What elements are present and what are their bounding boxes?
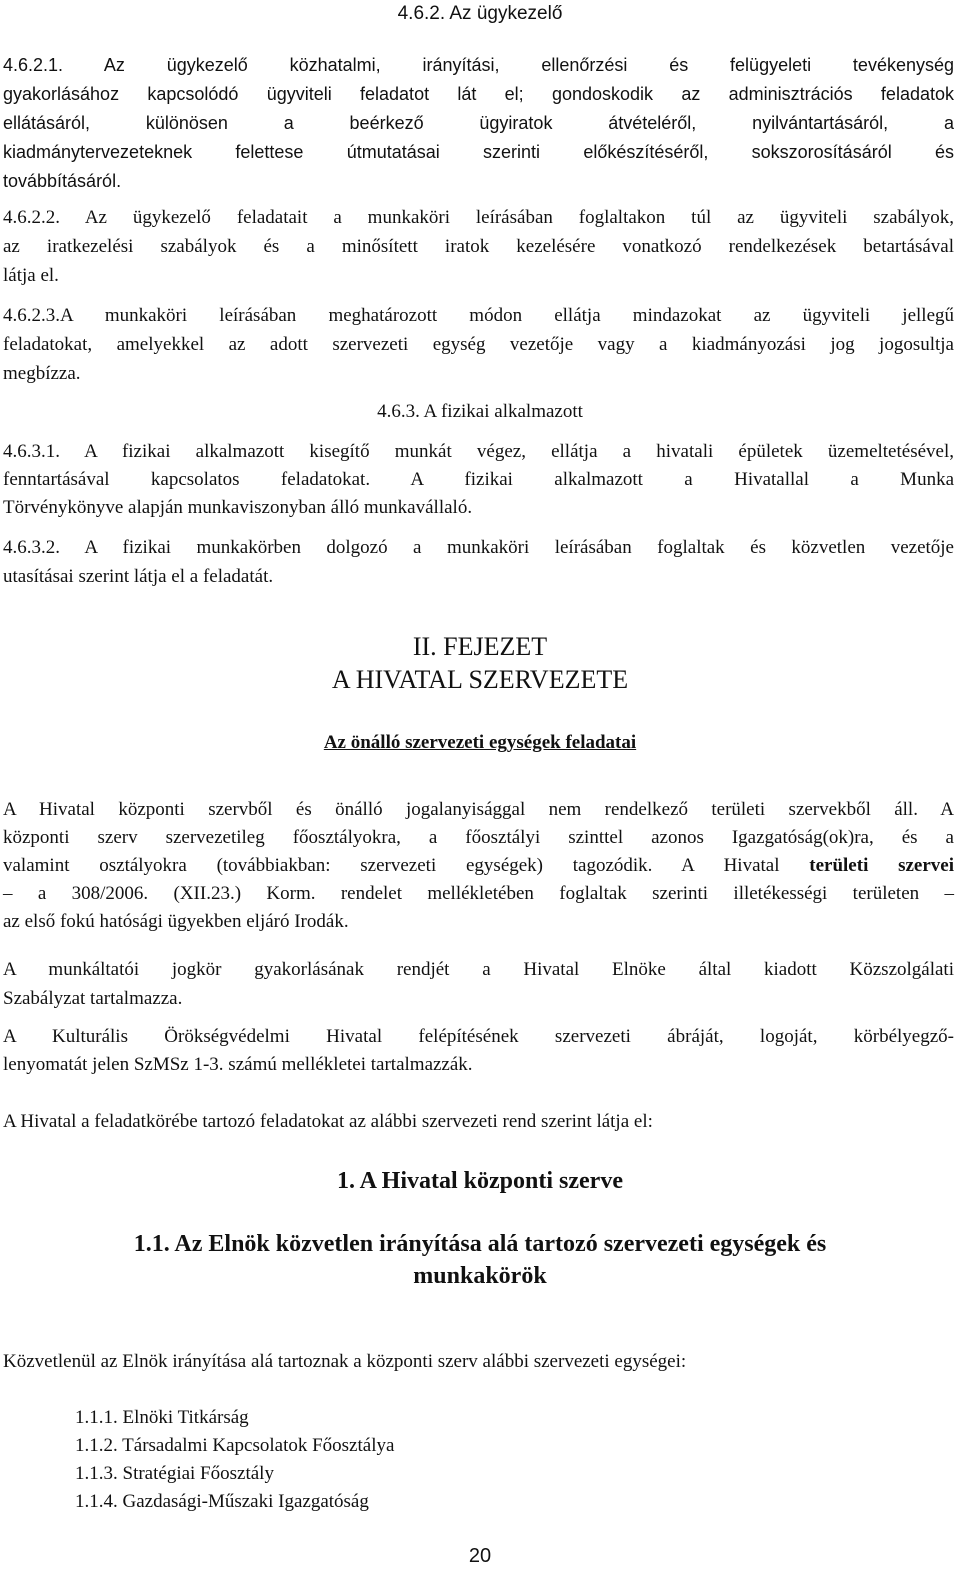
employer-line-2: Szabályzat tartalmazza.	[3, 988, 183, 1009]
paragraph-4-6-2-2-line-1: 4.6.2.2. Az ügykezelő feladatait a munkaköri leírásában foglaltakon túl az ügyviteli szabályok,	[3, 207, 954, 228]
intro-line-5: az első fokú hatósági ügyekben eljáró Irodák.	[3, 911, 349, 932]
paragraph-4-6-3-1-line-2: fenntartásával kapcsolatos feladatokat. A fizikai alkalmazott a Hivatallal a Munka	[3, 469, 954, 490]
employer-line-1: A munkáltatói jogkör gyakorlásának rendjét a Hivatal Elnöke által kiadott Közszolgálati	[3, 959, 954, 980]
list-item: 1.1.2. Társadalmi Kapcsolatok Főosztálya	[75, 1435, 395, 1456]
list-item: 1.1.3. Stratégiai Főosztály	[75, 1463, 274, 1484]
chapter-number: II. FEJEZET	[412, 632, 548, 661]
paragraph-4-6-2-2-line-2: az iratkezelési szabályok és a minősített iratok kezelésére vonatkozó rendelkezések betartásával	[3, 236, 954, 257]
paragraph-4-6-2-1-line-5: továbbításáról.	[3, 171, 122, 191]
tasks-intro: A Hivatal a feladatkörébe tartozó feladatokat az alábbi szervezeti rend szerint látja el:	[3, 1111, 653, 1132]
paragraph-4-6-3-2-line-2: utasításai szerint látja el a feladatát.	[3, 566, 274, 587]
list-item: 1.1.1. Elnöki Titkárság	[75, 1407, 249, 1428]
intro-line-2: központi szerv szervezetileg főosztályokra, a főosztályi szinttel azonos Igazgatóság(ok)ra, és a	[3, 827, 954, 848]
section-heading-4-6-2: 4.6.2. Az ügykezelő	[397, 3, 563, 24]
intro-line-4: – a 308/2006. (XII.23.) Korm. rendelet mellékletében foglaltak szerinti illetékességi területen –	[3, 883, 954, 904]
paragraph-4-6-2-1-line-2: gyakorlásához kapcsolódó ügyviteli feladatot lát el; gondoskodik az adminisztrációs feladatok	[3, 84, 954, 104]
territorial-units-bold: területi szervei	[809, 855, 955, 876]
paragraph-4-6-2-3-line-1: 4.6.2.3.A munkaköri leírásában meghatározott módon ellátja mindazokat az ügyviteli jellegű	[3, 305, 954, 326]
paragraph-4-6-3-1-line-3: Törvénykönyve alapján munkaviszonyban álló munkavállaló.	[3, 497, 473, 518]
units-intro: Közvetlenül az Elnök irányítása alá tartoznak a központi szerv alábbi szervezeti egységei:	[3, 1351, 687, 1372]
kulturalis-line-1: A Kulturális Örökségvédelmi Hivatal felépítésének szervezeti ábráját, logoját, körbélyegző-	[3, 1026, 954, 1047]
chapter-title: A HIVATAL SZERVEZETE	[331, 665, 629, 694]
paragraph-4-6-3-1-line-1: 4.6.3.1. A fizikai alkalmazott kisegítő munkát végez, ellátja a hivatali épületek üzemeltetésével,	[3, 441, 954, 462]
intro-line-3	[3, 854, 954, 878]
list-item: 1.1.4. Gazdasági-Műszaki Igazgatóság	[75, 1491, 369, 1512]
paragraph-4-6-3-2-line-1: 4.6.3.2. A fizikai munkakörben dolgozó a munkaköri leírásában foglaltak és közvetlen vezetője	[3, 537, 954, 558]
paragraph-4-6-2-1-line-1: 4.6.2.1. Az ügykezelő közhatalmi, irányítási, ellenőrzési és felügyeleti tevékenység	[3, 55, 954, 75]
paragraph-4-6-2-3-line-3: megbízza.	[3, 363, 81, 384]
paragraph-4-6-2-2-line-3: látja el.	[3, 265, 59, 286]
paragraph-4-6-2-3-line-2: feladatokat, amelyekkel az adott szervezeti egység vezetője vagy a kiadmányozási jog jogosultja	[3, 334, 954, 355]
heading-1-1-line-2: munkakörök	[413, 1263, 547, 1289]
subheading-units-tasks: Az önálló szervezeti egységek feladatai	[323, 732, 637, 753]
paragraph-4-6-2-1-line-3: ellátásáról, különösen a beérkező ügyiratok átvételéről, nyilvántartásáról, a	[3, 113, 954, 133]
paragraph-4-6-2-1-line-4: kiadmánytervezeteknek felettese útmutatásai szerinti előkészítéséről, sokszorosításáról és	[3, 142, 954, 162]
intro-line-3-text: valamint osztályokra (továbbiakban: szervezeti egységek) tagozódik. A Hivatal	[3, 855, 810, 876]
kulturalis-line-2: lenyomatát jelen SzMSz 1-3. számú mellékletei tartalmazzák.	[3, 1054, 473, 1075]
section-heading-4-6-3: 4.6.3. A fizikai alkalmazott	[377, 401, 583, 422]
heading-1-1-line-1: 1.1. Az Elnök közvetlen irányítása alá tartozó szervezeti egységek és	[133, 1231, 827, 1257]
intro-line-1: A Hivatal központi szervből és önálló jogalanyisággal nem rendelkező területi szervekből áll. A	[3, 799, 954, 820]
heading-central-body: 1. A Hivatal központi szerve	[337, 1168, 623, 1194]
page-number: 20	[468, 1545, 492, 1567]
